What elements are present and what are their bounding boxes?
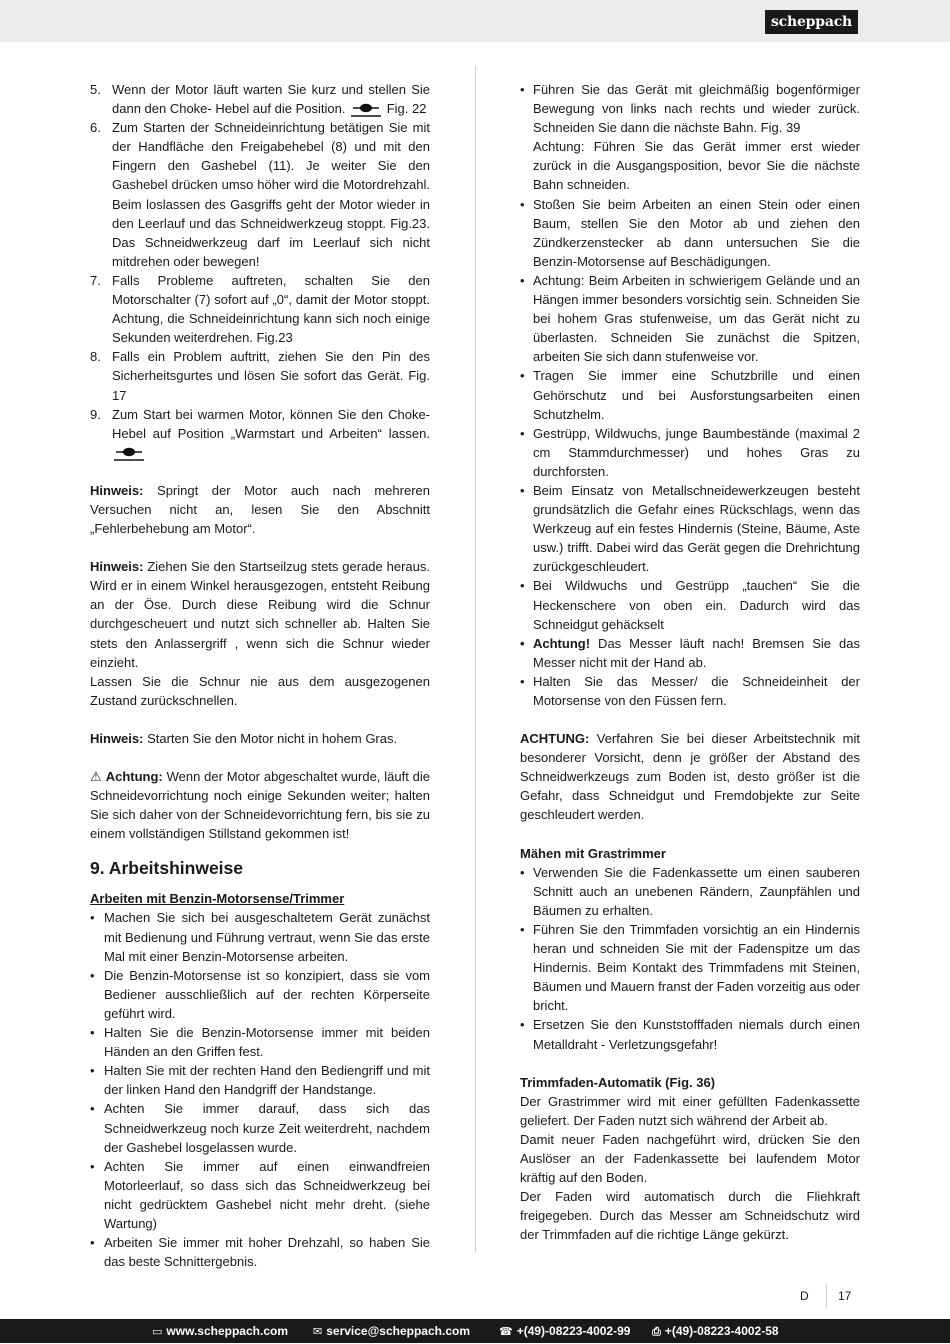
list-item: • Halten Sie mit der rechten Hand den Bediengriff und mit der linken Hand den Handgriff der Handstange.	[90, 1063, 430, 1098]
list-item: • Führen Sie das Gerät mit gleichmäßig bogenförmiger Bewegung von links nach rechts und wieder zurück. Schneiden Sie dann die nächste Bahn. Fig. 39 Achtung: Führen Sie das Gerät immer erst wieder zurück in die Ausgangsposition, bevor Sie die nächste Bahn schneiden.	[520, 82, 860, 193]
list-item: • Machen Sie sich bei ausgeschaltetem Gerät zunächst mit Bedienung und Führung vertraut, wenn Sie das erste Mal mit einer Benzin-Motorsense arbeiten.	[90, 910, 430, 964]
body-paragraph: Der Grastrimmer wird mit einer gefüllten Fadenkassette geliefert. Der Faden nutzt sich während der Arbeit ab.	[520, 1093, 860, 1128]
contact-bar	[0, 1319, 950, 1343]
subsection-heading: Arbeiten mit Benzin-Motorsense/Trimmer	[90, 891, 345, 907]
list-item: • Achtung: Beim Arbeiten in schwierigem Gelände und an Hängen immer besonders vorsichtig sein. Schneiden Sie bei hohem Gras stufenweise, um das Gerät nicht zu überlasten. Schneiden Sie zunächst die Spitzen, arbeiten Sie sich dann stufenweise vor.	[520, 272, 860, 365]
warning-icon: ⚠	[90, 769, 102, 784]
phone-icon: ☎	[499, 1326, 513, 1338]
left-column	[90, 80, 430, 1271]
list-item: • Verwenden Sie die Fadenkassette um einen sauberen Schnitt auch an unebenen Rändern, Zaunpfählen und Bäumen zu erhalten.	[520, 864, 860, 918]
page-number: 17	[838, 1289, 852, 1303]
envelope-icon: ✉	[313, 1326, 323, 1338]
list-item: • Gestrüpp, Wildwuchs, junge Baumbestände (maximal 2 cm Stammdurchmesser) und hohes Gras zu durchforsten.	[520, 425, 860, 479]
start-steps-list	[90, 80, 430, 462]
list-item: • Achten Sie immer auf einen einwandfreien Motorleerlauf, so dass sich das Schneidwerkzeug bei nicht gedrücktem Gashebel nicht mehr dreht. (siehe Wartung)	[90, 1158, 430, 1231]
list-item: • Die Benzin-Motorsense ist so konzipiert, dass sie vom Bediener ausschließlich auf der rechten Körperseite geführt wird.	[90, 967, 430, 1021]
body-paragraph: Damit neuer Faden nachgeführt wird, drücken Sie den Auslöser an der Fadenkassette bei laufendem Motor kräftig auf den Boden.	[520, 1131, 860, 1186]
list-item: • Bei Wildwuchs und Gestrüpp „tauchen“ Sie die Heckenschere von oben ein. Dadurch wird das Schneidgut gehäckselt	[520, 578, 860, 632]
list-item: • Halten Sie die Benzin-Motorsense immer mit beiden Händen an den Griffen fest.	[90, 1025, 430, 1060]
subsection-heading: Trimmfaden-Automatik (Fig. 36)	[520, 1074, 716, 1090]
note-paragraph: Hinweis: Starten Sie den Motor nicht in hohem Gras.	[90, 730, 398, 746]
email-contact: ✉ service@scheppach.com	[313, 1319, 470, 1344]
work-tips-list-continued	[520, 80, 860, 710]
fax-icon: ⎙	[652, 1326, 661, 1338]
list-item: • Achten Sie immer darauf, dass sich das Schneidwerkzeug noch kurze Zeit weiterdreht, nachdem der Gashebel losgelassen wurde.	[90, 1101, 430, 1155]
column-divider	[475, 66, 476, 1252]
list-item: • Arbeiten Sie immer mit hoher Drehzahl, so haben Sie das beste Schnittergebnis.	[90, 1235, 430, 1270]
fax-contact: ⎙ +(49)-08223-4002-58	[652, 1319, 779, 1344]
work-tips-list	[90, 908, 430, 1271]
note-paragraph: Lassen Sie die Schnur nie aus dem ausgezogenen Zustand zurückschnellen.	[90, 673, 430, 708]
step-item: 6. Zum Starten der Schneideinrichtung betätigen Sie mit der Handfläche den Freigabehebel (8) und mit den Fingern den Gashebel (11). Je weiter Sie den Gashebel drücken umso höher wird die Motordrehzahl. Beim loslassen des Gasgriffs geht der Motor wieder in den Leerlauf und das Schneidwerkzeug stoppt. Fig.23. Das Schneidwerkzeug darf im Leerlauf sich nicht mitdrehen oder bewegen!	[90, 120, 430, 269]
list-item: • Beim Einsatz von Metallschneidewerkzeugen besteht grundsätzlich die Gefahr eines Rückschlags, wenn das Werkzeug auf ein festes Hindernis (Steine, Bäume, Aste usw.) trifft. Dabei wird das Gerät gegen die Drehrichtung zurückgeschleudert.	[520, 482, 860, 575]
step-item: 7. Falls Probleme auftreten, schalten Sie den Motorschalter (7) sofort auf „0“, damit der Motor stoppt. Achtung, die Schneideinrichtung kann sich noch einige Sekunden weiterdrehen. Fig.23	[90, 272, 430, 346]
page-number-area	[800, 1284, 890, 1308]
note-paragraph: Hinweis: Springt der Motor auch nach mehreren Versuchen nicht an, lesen Sie den Abschnitt „Fehlerbehebung am Motor“.	[90, 482, 430, 537]
header-bar	[0, 0, 950, 42]
list-item: • Tragen Sie immer eine Schutzbrille und einen Gehörschutz und bei Ausforstungsarbeiten einen Schutzhelm.	[520, 368, 860, 422]
choke-lever-icon	[351, 101, 381, 117]
section-title: 9. Arbeitshinweise	[90, 858, 244, 879]
note-paragraph: Hinweis: Ziehen Sie den Startseilzug stets gerade heraus. Wird er in einem Winkel herausgezogen, entsteht Reibung an der Öse. Durch diese Reibung wird die Schnur durchgescheuert und nutzt sich schneller ab. Halten Sie stets den Anlassergriff , wenn sich die Schnur wieder einzieht.	[90, 559, 430, 670]
step-item: 5. Wenn der Motor läuft warten Sie kurz und stellen Sie dann den Choke- Hebel auf die Position. Fig. 22	[90, 82, 430, 117]
list-item: • Stoßen Sie beim Arbeiten an einen Stein oder einen Baum, stellen Sie den Motor ab und ziehen den Zündkerzenstecker ab dann untersuchen Sie die Benzin-Motorsense auf Beschädigungen.	[520, 196, 860, 269]
subsection-heading: Mähen mit Grastrimmer	[520, 845, 666, 861]
computer-icon: ▭	[152, 1326, 163, 1338]
trimmer-tips-list	[520, 863, 860, 1054]
list-item: • Achtung! Das Messer läuft nach! Bremsen Sie das Messer nicht mit der Hand ab.	[520, 635, 860, 670]
list-item: • Halten Sie das Messer/ die Schneideinheit der Motorsense von den Füssen fern.	[520, 673, 860, 708]
brand-logo: scheppach	[765, 10, 858, 34]
footer-separator	[826, 1284, 827, 1308]
step-item: 8. Falls ein Problem auftritt, ziehen Sie den Pin des Sicherheitsgurtes und lösen Sie sofort das Gerät. Fig. 17	[90, 349, 430, 403]
phone-contact: ☎ +(49)-08223-4002-99	[499, 1319, 630, 1344]
right-column	[520, 80, 860, 1244]
list-item: • Ersetzen Sie den Kunststofffaden niemals durch einen Metalldraht - Verletzungsgefahr!	[520, 1017, 860, 1052]
body-paragraph: Der Faden wird automatisch durch die Fliehkraft freigegeben. Durch das Messer am Schneidschutz wird der Trimmfaden auf die richtige Länge gekürzt.	[520, 1189, 860, 1243]
website-contact: ▭ www.scheppach.com	[152, 1319, 288, 1344]
list-item: • Führen Sie den Trimmfaden vorsichtig an ein Hindernis heran und schneiden Sie mit der Fadenspitze um das Hindernis. Beim Kontakt des Trimmfadens mit Steinen, Bäumen und Mauern franst der Faden vorzeitig aus oder bricht.	[520, 921, 860, 1014]
step-item: 9. Zum Start bei warmen Motor, können Sie den Choke-Hebel auf Position „Warmstart und Arbeiten“ lassen.	[90, 405, 430, 462]
choke-lever-icon	[114, 445, 144, 461]
caution-paragraph: ACHTUNG: Verfahren Sie bei dieser Arbeitstechnik mit besonderer Vorsicht, denn je größer der Abstand des Schneidwerkzeugs zum Boden ist, desto größer ist die Gefahr, dass Schneidgut und Fremdobjekte zur Seite geschleudert werden.	[520, 731, 860, 823]
warning-paragraph: ⚠ Achtung: Wenn der Motor abgeschaltet wurde, läuft die Schneidevorrichtung noch einige Sekunden weiter; halten Sie sich daher von der Schneidevorrichtung fern, bis sie zu einem vollständigen Stillstand gekommen ist!	[90, 769, 430, 842]
language-code: D	[800, 1289, 809, 1303]
